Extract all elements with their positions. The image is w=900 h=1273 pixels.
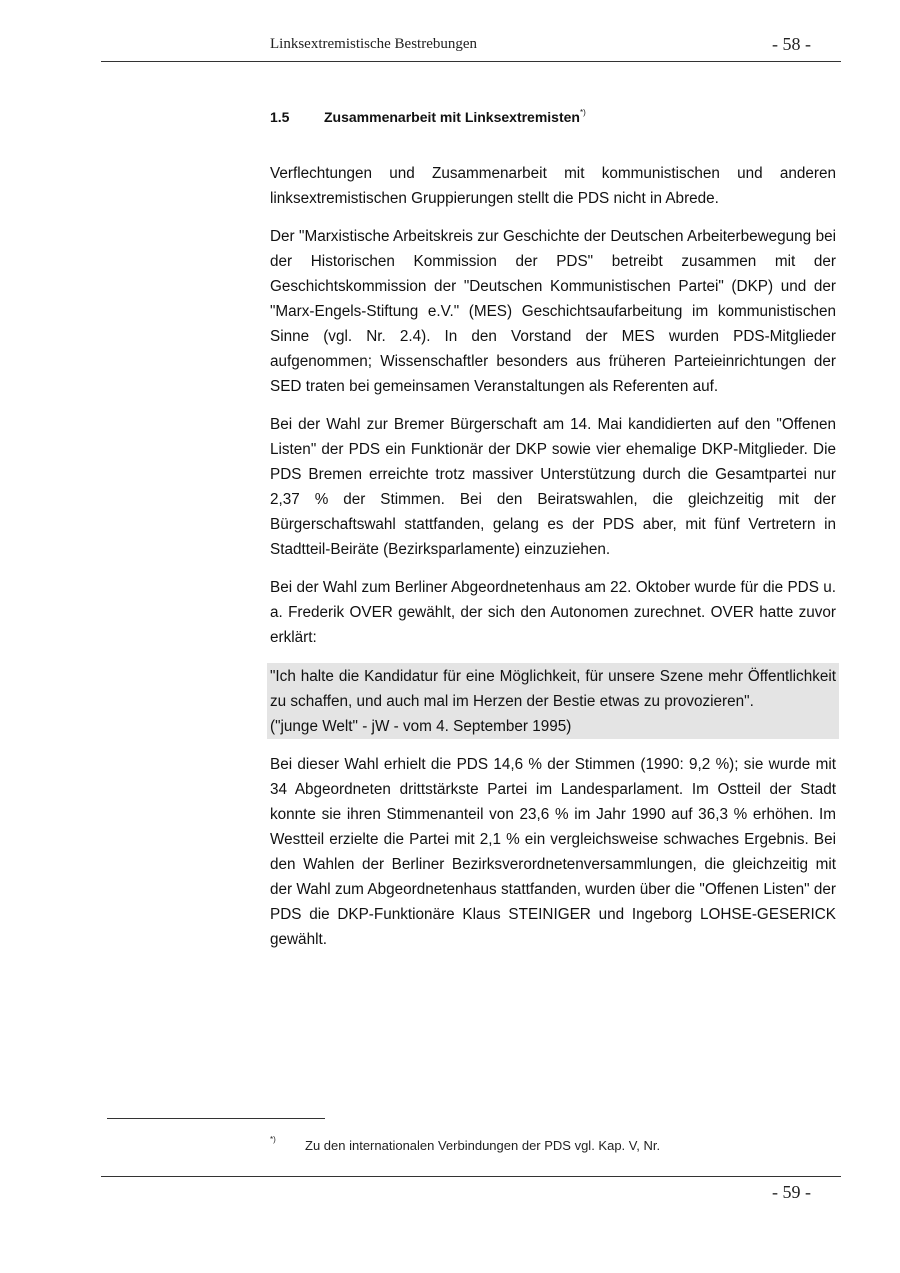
footnote-text: Zu den internationalen Verbindungen der PDS vgl. Kap. V, Nr.: [305, 1138, 661, 1153]
footer-page-number: - 59 -: [772, 1182, 811, 1202]
running-header-title: Linksextremistische Bestrebungen: [270, 36, 478, 52]
section-number: 1.5: [270, 109, 290, 125]
block-quote: [267, 663, 839, 739]
paragraph: Bei der Wahl zur Bremer Bürgerschaft am 14. Mai kandidierten auf den "Offenen Listen" der PDS ein Funktionär der DKP sowie vier ehemalige DKP-Mitglieder. Die PDS Bremen erreichte trotz massiver Unterstützung durch die Gesamtpartei nur 2,37 % der Stimmen. Bei den Beiratswahlen, die gleichzeitig mit der Bürgerschaftswahl stattfanden, gelang es der PDS aber, mit fünf Vertretern in Stadtteil-Beiräte (Bezirksparlamente) einzuziehen.: [270, 416, 836, 558]
quote-text: "Ich halte die Kandidatur für eine Möglichkeit, für unsere Szene mehr Öffentlichkeit zu schaffen, und auch mal im Herzen der Bestie etwas zu provozieren".: [270, 668, 836, 710]
section-heading: [270, 108, 586, 125]
paragraph: Bei der Wahl zum Berliner Abgeordnetenhaus am 22. Oktober wurde für die PDS u. a. Frederik OVER gewählt, der sich den Autonomen zurechnet. OVER hatte zuvor erklärt:: [270, 579, 836, 646]
paragraph: Bei dieser Wahl erhielt die PDS 14,6 % der Stimmen (1990: 9,2 %); sie wurde mit 34 Abgeordneten drittstärkste Partei im Landesparlament. Im Ostteil der Stadt konnte sie ihren Stimmenanteil von 23,6 % im Jahr 1990 auf 36,3 % erhöhen. Im Westteil erzielte die Partei mit 2,1 % ein vergleichsweise schwaches Ergebnis. Bei den Wahlen der Berliner Bezirksverordnetenversammlungen, die gleichzeitig mit der Wahl zum Abgeordnetenhaus stattfanden, wurden über die "Offenen Listen" der PDS die DKP-Funktionäre Klaus STEINIGER und Ingeborg LOHSE-GESERICK gewählt.: [270, 756, 836, 948]
body-text: [270, 161, 836, 965]
header-page-number: - 58 -: [772, 34, 811, 54]
section-footnote-ref: *): [579, 108, 586, 117]
footnote-mark: *): [270, 1135, 276, 1144]
footer-rule: [101, 1176, 841, 1177]
footnote-separator: [107, 1118, 325, 1119]
section-title: Zusammenarbeit mit Linksextremisten: [324, 109, 580, 125]
quote-source: ("junge Welt" - jW - vom 4. September 1995): [270, 718, 572, 735]
header-rule: [101, 61, 841, 62]
paragraph: Der "Marxistische Arbeitskreis zur Geschichte der Deutschen Arbeiterbewegung bei der Historischen Kommission der PDS" betreibt zusammen mit der Geschichtskommission der "Deutschen Kommunistischen Partei" (DKP) und der "Marx-Engels-Stiftung e.V." (MES) Geschichtsaufarbeitung im kommunistischen Sinne (vgl. Nr. 2.4). In den Vorstand der MES wurden PDS-Mitglieder aufgenommen; Wissenschaftler besonders aus früheren Parteieinrichtungen der SED traten bei gemeinsamen Veranstaltungen als Referenten auf.: [270, 228, 836, 395]
paragraph: Verflechtungen und Zusammenarbeit mit kommunistischen und anderen linksextremistischen Gruppierungen stellt die PDS nicht in Abrede.: [270, 165, 836, 207]
